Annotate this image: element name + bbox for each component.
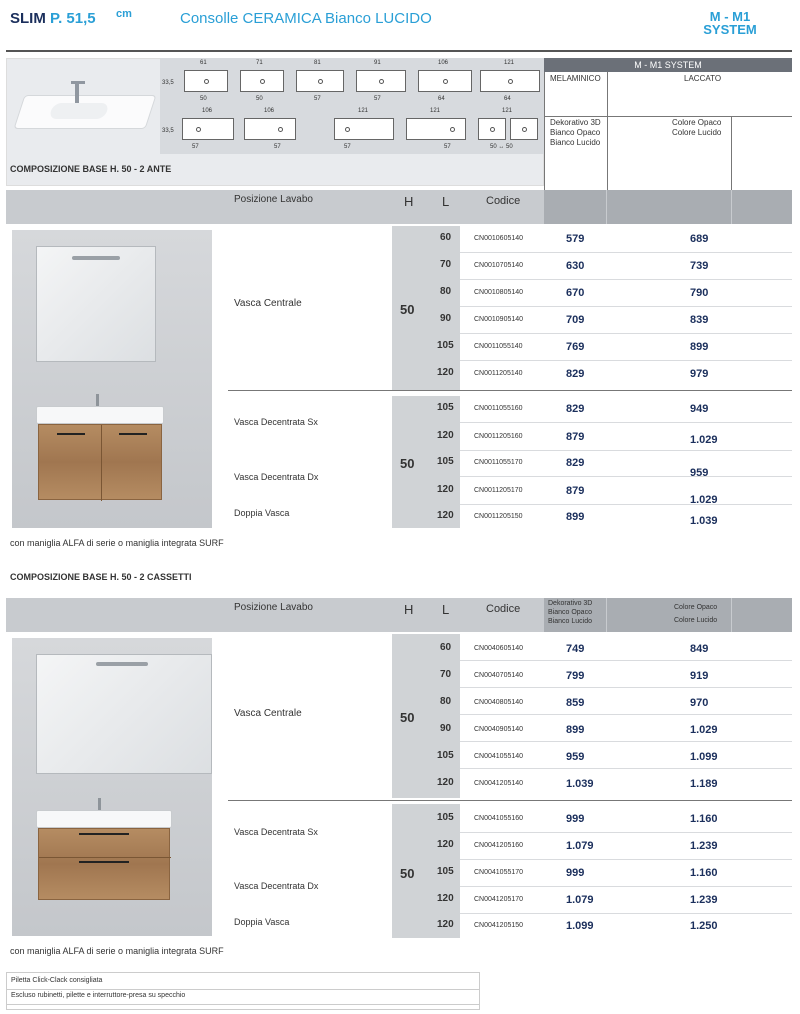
finish-col1-title: MELAMINICO xyxy=(550,74,601,83)
section1-table: Vasca Centrale 50 60 CN0010605140 579 689 70 CN0010705140 630 739 80 CN0010805140 670 790 90 CN0010905140 709 839 105 CN0011055140 769 899 120 CN0011205140 829 979 Vasca Decentrata Sx Vasca Decentrata Dx Doppia Vasca 50 105 CN0011055160 829 949 120 CN0011205160 879 1.029 105 CN0011055170 829 959 120 CN0011205170 879 1.029 120 CN0011205150 899 1.039 xyxy=(228,224,792,532)
dim-item: 61 50 xyxy=(180,60,230,104)
series-name: SLIM xyxy=(10,10,46,27)
position-vasca-decentrata-dx: Vasca Decentrata Dx xyxy=(234,472,319,482)
header-finish1: Dekorativo 3D Bianco Opaco Bianco Lucido xyxy=(548,600,593,625)
h-value: 50 xyxy=(400,866,415,881)
header-rule xyxy=(6,50,792,52)
header-h: H xyxy=(404,602,414,617)
dim-item: 106 57 xyxy=(180,108,236,152)
dim-item: 121 64 xyxy=(478,60,542,104)
tap xyxy=(96,394,99,406)
section1-title: COMPOSIZIONE BASE H. 50 - 2 ANTE xyxy=(10,164,172,174)
tap xyxy=(98,798,101,810)
dim-item: 106 57 xyxy=(242,108,298,152)
footer-line2: Escluso rubinetti, pilette e interruttore-presa su specchio xyxy=(11,992,186,999)
console-top xyxy=(36,406,164,424)
header-position: Posizione Lavabo xyxy=(234,602,313,613)
section1-table-header xyxy=(6,190,792,224)
system-label-line2: SYSTEM xyxy=(703,22,757,37)
section1-product-photo xyxy=(12,230,212,528)
section2-title: COMPOSIZIONE BASE H. 50 - 2 CASSETTI xyxy=(10,572,192,582)
header-l: L xyxy=(442,602,450,617)
mirror xyxy=(36,246,156,362)
header-finish2: Colore Opaco Colore Lucido xyxy=(674,604,718,624)
position-doppia-vasca: Doppia Vasca xyxy=(234,508,290,518)
dim-row1 xyxy=(180,60,542,104)
basin-drawing xyxy=(478,118,506,140)
dim-item: 121 50 ↔ 50 xyxy=(476,108,542,152)
section2-note: con maniglia ALFA di serie o maniglia integrata SURF xyxy=(10,946,224,956)
dim-item: 81 57 xyxy=(292,60,346,104)
header-h: H xyxy=(404,194,414,209)
system-label-line1: M - M1 xyxy=(709,9,751,24)
dim-item: 91 57 xyxy=(352,60,408,104)
cabinet-2-doors xyxy=(38,424,162,500)
dim-item: 106 64 xyxy=(414,60,474,104)
basin-drawing xyxy=(406,118,466,140)
header-code: Codice xyxy=(486,195,521,207)
basin-image xyxy=(11,65,161,149)
dim-item: 121 57 xyxy=(404,108,468,152)
series-title xyxy=(10,10,96,27)
finish-col2-desc: Colore Opaco Colore Lucido xyxy=(672,118,722,137)
section2-table-header xyxy=(6,598,792,632)
mirror-lamp xyxy=(72,256,120,260)
position-vasca-decentrata-dx: Vasca Decentrata Dx xyxy=(234,881,319,891)
finish-grid xyxy=(544,72,792,192)
section2-product-photo xyxy=(12,638,212,936)
basin-drawing xyxy=(356,70,406,92)
dim-item: 121 57 xyxy=(332,108,396,152)
depth-unit: cm xyxy=(116,8,132,20)
dim-row2 xyxy=(180,108,542,152)
product-subtitle: Consolle CERAMICA Bianco LUCIDO xyxy=(180,10,432,27)
dim-height-row1: 33,5 xyxy=(162,80,174,86)
h-value: 50 xyxy=(400,456,415,471)
section2-table: Vasca Centrale 50 60 CN0040605140 749 849 70 CN0040705140 799 919 80 CN0040805140 859 970 90 CN0040905140 899 1.029 105 CN0041055140 959 1.099 120 CN0041205140 1.039 1.189 Vasca Decentrata Sx Vasca Decentrata Dx Doppia Vasca 50 105 CN0041055160 999 1.160 120 CN0041205160 1.079 1.239 105 CN0041055170 999 1.160 120 CN0041205170 1.079 1.239 120 CN0041205150 1.099 1.250 xyxy=(228,632,792,942)
position-vasca-decentrata-sx: Vasca Decentrata Sx xyxy=(234,827,318,837)
basin-drawing xyxy=(240,70,284,92)
dimension-drawings xyxy=(160,58,544,154)
basin-drawing xyxy=(182,118,234,140)
header-position: Posizione Lavabo xyxy=(234,194,313,205)
dim-item: 71 50 xyxy=(236,60,286,104)
footer-notes xyxy=(6,972,480,1010)
dim-height-row2: 33,5 xyxy=(162,128,174,134)
header-code: Codice xyxy=(486,603,521,615)
position-vasca-decentrata-sx: Vasca Decentrata Sx xyxy=(234,417,318,427)
finish-col1-desc: Dekorativo 3D Bianco Opaco Bianco Lucido xyxy=(550,118,601,147)
finish-col2-title: LACCATO xyxy=(684,74,722,83)
basin-drawing xyxy=(510,118,538,140)
header-l: L xyxy=(442,194,450,209)
basin-drawing xyxy=(418,70,472,92)
position-vasca-centrale: Vasca Centrale xyxy=(234,298,302,309)
mirror-lamp xyxy=(96,662,148,666)
basin-drawing xyxy=(184,70,228,92)
mirror xyxy=(36,654,212,774)
footer-line1: Piletta Click-Clack consigliata xyxy=(11,977,103,984)
position-doppia-vasca: Doppia Vasca xyxy=(234,917,290,927)
position-vasca-centrale: Vasca Centrale xyxy=(234,708,302,719)
finish-system-head: M - M1 SYSTEM xyxy=(544,58,792,72)
console-top xyxy=(36,810,172,828)
system-label xyxy=(680,10,780,36)
basin-drawing xyxy=(244,118,296,140)
basin-drawing xyxy=(480,70,540,92)
section1-note: con maniglia ALFA di serie o maniglia integrata SURF xyxy=(10,538,224,548)
series-depth: P. 51,5 xyxy=(50,10,96,27)
basin-drawing xyxy=(296,70,344,92)
basin-drawing xyxy=(334,118,394,140)
cabinet-2-drawers xyxy=(38,828,170,900)
h-value: 50 xyxy=(400,302,415,317)
h-value: 50 xyxy=(400,710,415,725)
